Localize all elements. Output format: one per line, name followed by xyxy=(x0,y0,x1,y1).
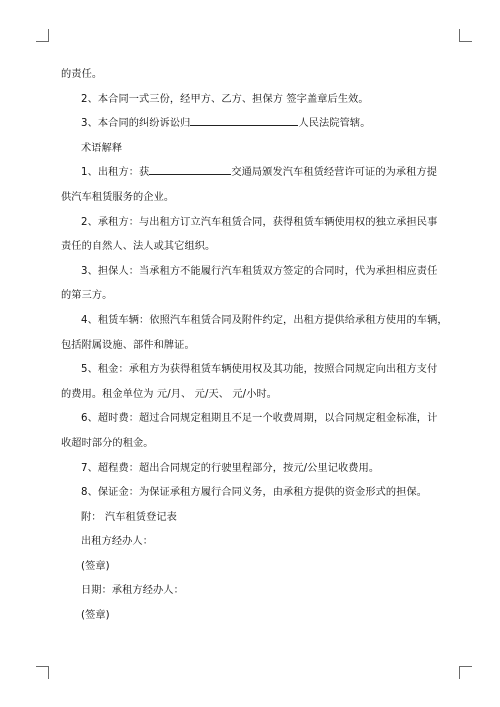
lessee-signature-line: (签章) xyxy=(81,610,110,622)
copies-clause: 2、本合同一式三份，经甲方、乙方、担保方 签字盖章后生效。 xyxy=(81,93,369,105)
court-name-blank xyxy=(190,113,298,126)
bottom-left-crop-mark xyxy=(36,666,49,679)
jurisdiction-clause xyxy=(61,112,441,137)
lessee-definition-line-2: 责任的自然人、法人或其它组织。 xyxy=(61,241,216,253)
lessor-handler-line: 出租方经办人： xyxy=(81,536,154,548)
top-left-crop-mark xyxy=(36,29,49,42)
bottom-right-crop-mark xyxy=(459,666,472,679)
lessor-definition-line-1 xyxy=(61,161,441,186)
overtime-fee-definition-line-2: 收超时部分的租金。 xyxy=(61,437,154,449)
terms-heading: 术语解释 xyxy=(81,142,123,154)
mileage-fee-definition: 7、超程费：超出合同规定的行驶里程部分，按元/公里记收费用。 xyxy=(81,462,380,474)
date-lessee-handler-line: 日期：承租方经办人： xyxy=(81,585,184,597)
top-right-crop-mark xyxy=(459,29,472,42)
deposit-definition: 8、保证金：为保证承租方履行合同义务，由承租方提供的资金形式的担保。 xyxy=(81,487,428,499)
lessee-definition-line-1: 2、承租方：与出租方订立汽车租赁合同，获得租赁车辆使用权的独立承担民事 xyxy=(81,216,438,228)
guarantor-definition-line-2: 的第三方。 xyxy=(61,290,113,302)
rent-definition-line-2: 的费用。租金单位为 元/月、 元/天、 元/小时。 xyxy=(61,388,278,400)
attachment-line: 附： 汽车租赁登记表 xyxy=(81,511,177,523)
jurisdiction-clause-end: 人民法院管辖。 xyxy=(298,118,371,130)
guarantor-definition-line-1: 3、担保人：当承租方不能履行汽车租赁双方签定的合同时，代为承担相应责任 xyxy=(81,265,438,277)
overtime-fee-definition-line-1: 6、超时费：超过合同规定租期且不足一个收费周期，以合同规定租金标准，计 xyxy=(81,413,438,425)
vehicle-definition-line-2: 包括附属设施、部件和牌证。 xyxy=(61,339,195,351)
lessor-definition-line-2: 供汽车租赁服务的企业。 xyxy=(61,191,175,203)
jurisdiction-clause-start: 3、本合同的纠纷诉讼归 xyxy=(81,118,191,130)
liability-continuation: 的责任。 xyxy=(61,69,103,80)
document-body xyxy=(61,63,448,629)
authority-name-blank xyxy=(149,162,231,175)
lessor-definition-end: 交通局颁发汽车租赁经营许可证的为承租方提 xyxy=(231,167,438,179)
lessor-definition-start: 1、出租方：获 xyxy=(81,167,150,179)
rent-definition-line-1: 5、租金：承租方为获得租赁车辆使用权及其功能，按照合同规定向出租方支付 xyxy=(81,364,438,376)
lessor-signature-line: (签章) xyxy=(81,560,110,572)
vehicle-definition-line-1: 4、租赁车辆：依照汽车租赁合同及附件约定，出租方提供给承租方使用的车辆， xyxy=(81,314,448,326)
